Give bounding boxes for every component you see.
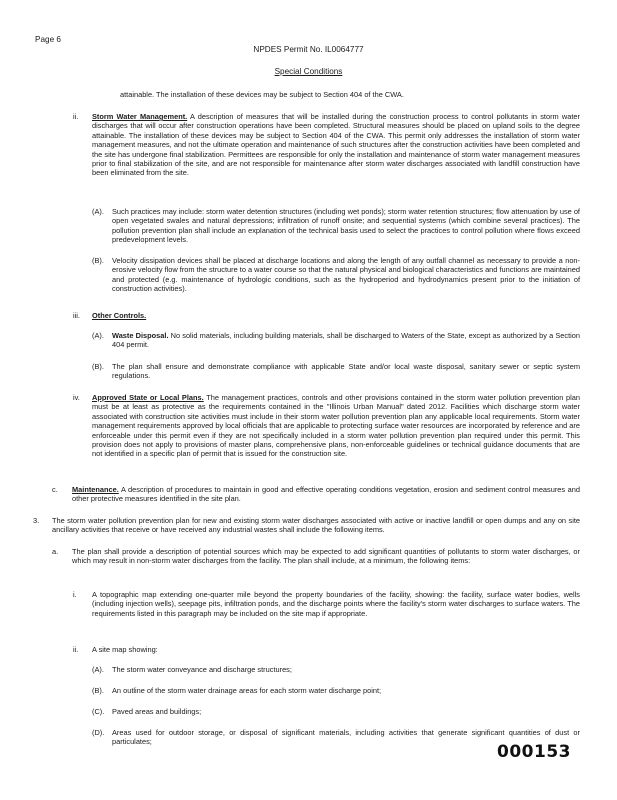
item-a-marker: a. bbox=[52, 547, 59, 556]
item-iii-b-marker: (B). bbox=[92, 362, 104, 371]
continuation-text: attainable. The installation of these devices may be subject to Section 404 of the CWA. bbox=[120, 90, 404, 99]
item-iii-a-text: No solid materials, including building materials, shall be discharged to Waters of the State, except as authorized by a Section 404 permit. bbox=[112, 331, 580, 350]
item-iii-title: Other Controls. bbox=[92, 311, 147, 320]
item-iv-title: Approved State or Local Plans. bbox=[92, 393, 204, 402]
item-ii-text: A description of measures that will be installed during the construction process to control pollutants in storm water discharges that will occur after construction operations have been completed. Structural measures should be placed on upland soils to the degree attainable. The installation of these devices may be subject to Section 404 of the CWA. This permit only addresses the installation of storm water management measures, and not the ultimate operation and maintenance of such structures after the construction activities have been completed and the site has undergone final stabilization. Permittees are responsible for only the installation and maintenance of storm water management measures prior to final stabilization of the site, and are not responsible for maintenance after storm water discharges associated with landfill construction have been eliminated from the site. bbox=[92, 112, 580, 178]
item-iii-a-title: Waste Disposal. bbox=[112, 331, 169, 340]
item-c-title: Maintenance. bbox=[72, 485, 119, 494]
site-map-item-d-marker: (D). bbox=[92, 728, 105, 737]
item-iv-text: The management practices, controls and other provisions contained in the storm water pollution prevention plan must be at least as protective as the requirements contained in the "Illinois Urban Manual" dated 2012. Facilities which discharge storm water associated with construction site activities must include in their storm water pollution prevention plan any applicable local requirements. Storm water management requirements approved by local officials that are applicable to protecting surface water resources are incorporated by reference and are enforceable under this permit even if they are not specifically included in a storm water pollution prevention plan required under this permit. This provision does not apply to provisions of master plans, comprehensive plans, non-enforceable guidelines or technical guidance documents that are not identified in a specific plan of permit that is issued for the construction site. bbox=[92, 393, 580, 459]
item-3-marker: 3. bbox=[33, 516, 40, 525]
site-map-item-a-marker: (A). bbox=[92, 665, 104, 674]
item-ii-b-text: Velocity dissipation devices shall be placed at discharge locations and along the length of any outfall channel as necessary to provide a non-erosive velocity flow from the structure to a water course so that the natural physical and biological characteristics and functions are maintained and protected (e.g. maintenance of hydrologic conditions, such as the hydroperiod and hydrodynamics present prior to the initiation of construction activities). bbox=[112, 256, 580, 294]
item-c-text: A description of procedures to maintain in good and effective operating conditions vegetation, erosion and sediment control measures and other protective measures identified in the site plan. bbox=[72, 485, 580, 504]
item-ii-marker: ii. bbox=[73, 112, 79, 121]
item-a-ii-marker: ii. bbox=[73, 645, 79, 654]
item-a-text: The plan shall provide a description of potential sources which may be expected to add significant quantities of pollutants to storm water discharges, or which may result in non-storm water discharges from the facility. The plan shall include, at a minimum, the following items: bbox=[72, 547, 580, 566]
item-c-paragraph bbox=[72, 485, 580, 504]
item-iii-marker: iii. bbox=[73, 311, 80, 320]
item-c-marker: c. bbox=[52, 485, 58, 494]
item-iv-paragraph bbox=[92, 393, 580, 459]
item-iii-b-text: The plan shall ensure and demonstrate compliance with applicable State and/or local waste disposal, sanitary sewer or septic system regulations. bbox=[112, 362, 580, 381]
site-map-item-d-text: Areas used for outdoor storage, or disposal of significant materials, including activities that generate significant quantities of dust or particulates; bbox=[112, 728, 580, 747]
site-map-item-c-text: Paved areas and buildings; bbox=[112, 707, 202, 716]
item-iv-marker: iv. bbox=[73, 393, 80, 402]
item-ii-a-marker: (A). bbox=[92, 207, 104, 216]
site-map-item-b-marker: (B). bbox=[92, 686, 104, 695]
site-map-item-b-text: An outline of the storm water drainage areas for each storm water discharge point; bbox=[112, 686, 382, 695]
item-ii-b-marker: (B). bbox=[92, 256, 104, 265]
item-ii-paragraph bbox=[92, 112, 580, 178]
section-title: Special Conditions bbox=[274, 67, 343, 76]
item-a-ii-text: A site map showing: bbox=[92, 645, 158, 654]
bates-stamp: 000153 bbox=[497, 742, 571, 762]
permit-number: NPDES Permit No. IL0064777 bbox=[253, 45, 364, 54]
item-ii-a-text: Such practices may include: storm water detention structures (including wet ponds); storm water retention structures; flow attenuation by use of open vegetated swales and natural depressions; infiltration of runoff onsite; and sequential systems (which combine several practices). The pollution prevention plan shall include an explanation of the technical basis used to select the practices to control pollution where flows exceed predevelopment levels. bbox=[112, 207, 580, 245]
item-iii-a-marker: (A). bbox=[92, 331, 104, 340]
item-ii-title: Storm Water Management. bbox=[92, 112, 188, 121]
item-a-i-marker: i. bbox=[73, 590, 77, 599]
item-3-text: The storm water pollution prevention plan for new and existing storm water discharges associated with active or inactive landfill or open dumps and any on site ancillary activities that receive or have received any industrial wastes shall include the following items. bbox=[52, 516, 580, 535]
page-number: Page 6 bbox=[35, 35, 61, 44]
item-iii-a-paragraph bbox=[112, 331, 580, 350]
item-a-i-text: A topographic map extending one-quarter mile beyond the property boundaries of the facility, showing: the facility, surface water bodies, wells (including injection wells), seepage pits, infiltration ponds, and the discharge points where the facility's storm water discharges to surface waters. The requirements listed in this paragraph may be included on the site map if appropriate. bbox=[92, 590, 580, 618]
site-map-item-c-marker: (C). bbox=[92, 707, 105, 716]
site-map-item-a-text: The storm water conveyance and discharge structures; bbox=[112, 665, 292, 674]
